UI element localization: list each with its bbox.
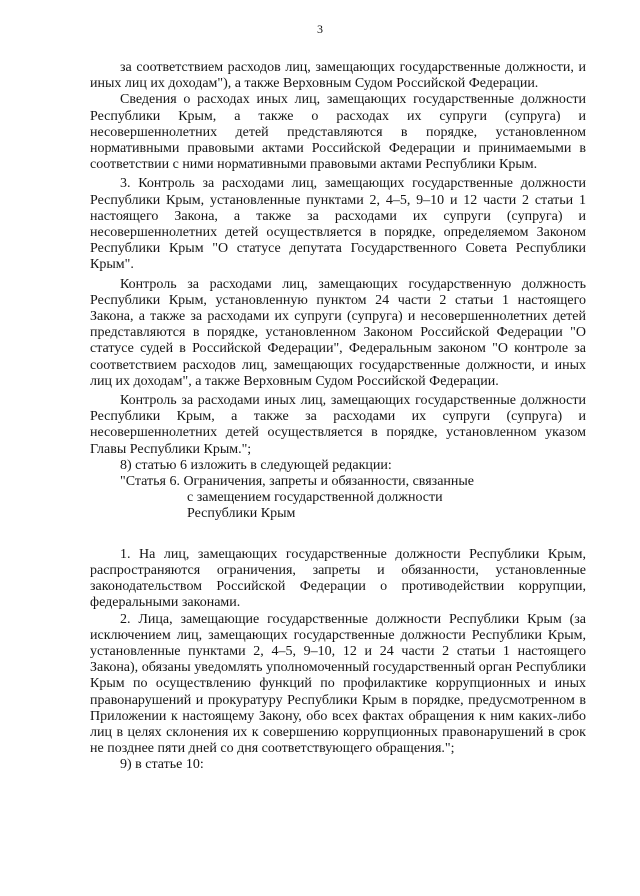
- article-heading-line: Республики Крым: [187, 506, 296, 522]
- paragraph: за соответствием расходов лиц, замещающих государственные должности, и иных лиц их доходам"), а также Верховным Судом Российской Федерации.: [90, 60, 586, 92]
- article-heading-line: с замещением государственной должности: [187, 490, 443, 506]
- spacer: [90, 523, 586, 547]
- paragraph: Контроль за расходами лиц, замещающих государственную должность Республики Крым, установленную пунктом 24 части 2 статьи 1 настоящего Закона, а также за расходами их супруги (супруга) и несовершеннолетних детей представляются в порядке, установленном Законом Российской Федерации "О статусе судей в Российской Федерации", Федеральным законом "О контроле за соответствием расходов лиц, замещающих государственные должности, и иных лиц их доходам", а также Верховным Судом Российской Федерации.: [90, 276, 586, 389]
- article-heading: [90, 474, 586, 523]
- document-body: [90, 60, 586, 774]
- paragraph: 9) в статье 10:: [120, 757, 204, 773]
- paragraph: Контроль за расходами иных лиц, замещающих государственные должности Республики Крым, а также за расходами их супруги (супруга) и несовершеннолетних детей осуществляется в порядке, установленном указом Главы Республики Крым.";: [90, 393, 586, 457]
- article-heading-line: "Статья 6. Ограничения, запреты и обязанности, связанные: [120, 474, 475, 490]
- paragraph: 3. Контроль за расходами лиц, замещающих государственные должности Республики Крым, установленные пунктами 2, 4–5, 9–10 и 12 части 2 статьи 1 настоящего Закона, а также за расходами их супруги (супруга) и несовершеннолетних детей осуществляется в порядке, определяемом Законом Республики Крым "О статусе депутата Государственного Совета Республики Крым".: [90, 176, 586, 273]
- paragraph: 8) статью 6 изложить в следующей редакции:: [120, 457, 392, 473]
- paragraph: Сведения о расходах иных лиц, замещающих государственные должности Республики Крым, а также о расходах их супруги (супруга) и несовершеннолетних детей представляются в порядке, установленном нормативными правовыми актами Российской Федерации и принимаемыми в соответствии с ними нормативными правовыми актами Республики Крым.: [90, 92, 586, 173]
- page-number: 3: [317, 22, 323, 36]
- paragraph: 1. На лиц, замещающих государственные должности Республики Крым, распространяются ограничения, запреты и обязанности, установленные законодательством Российской Федерации о противодействии коррупции, федеральными законами.: [90, 546, 586, 611]
- paragraph: 2. Лица, замещающие государственные должности Республики Крым (за исключением лиц, замещающих государственные должности Республики Крым, установленные пунктами 2, 4–5, 9–10, 12 и 24 части 2 статьи 1 настоящего Закона), обязаны уведомлять уполномоченный государственный орган Республики Крым по осуществлению функций по профилактике коррупционных и иных правонарушений и прокуратуру Республики Крым в порядке, предусмотренном в Приложении к настоящему Закону, обо всех фактах обращения к ним каких-либо лиц в целях склонения их к совершению коррупционных правонарушений в срок не позднее пяти дней со дня соответствующего обращения.";: [90, 611, 586, 757]
